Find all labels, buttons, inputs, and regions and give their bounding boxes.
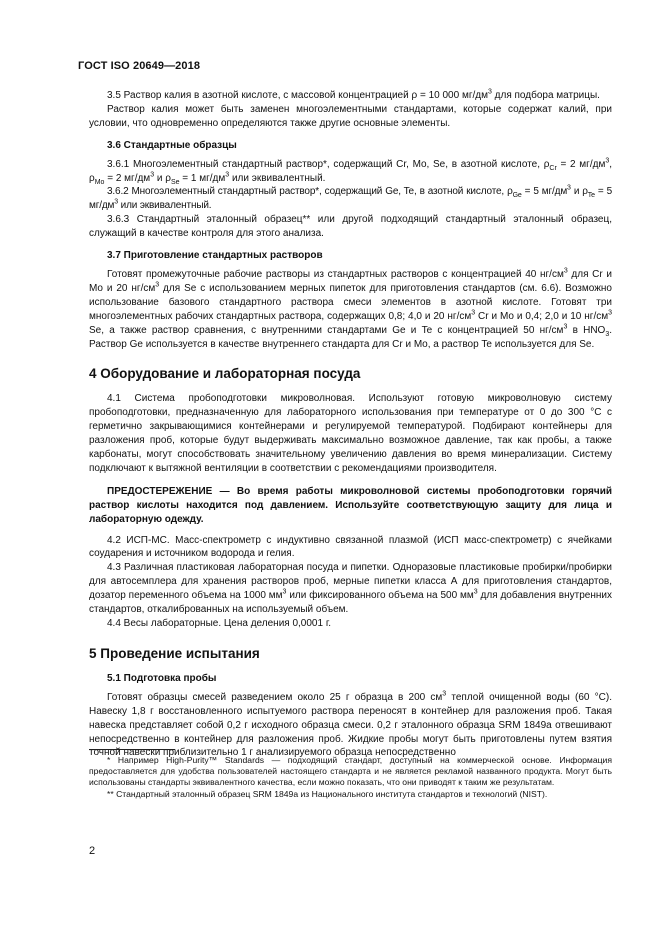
page-number: 2 — [89, 845, 96, 857]
document-body — [89, 89, 612, 760]
paragraph-4-2: 4.2 ИСП-МС. Масс-спектрометр с индуктивно связанной плазмой (ИСП масс-спектрометр) с ячейками соударения и источником водорода и гелия. — [89, 534, 612, 560]
footnote-separator — [89, 749, 175, 750]
paragraph-3-6-1: 3.6.1 Многоэлементный стандартный раствор*, содержащий Cr, Mo, Se, в азотной кислоте, $\rho_{Cr} = 2$ $мг/дм^3$, $\rho_{Mo} = 2$ $мг/дм^3$ и $\rho_{Se} = 1$ $мг/дм^3$ или эквивалентный. — [89, 157, 613, 186]
paragraph-3-5: 3.5 Раствор калия в азотной кислоте, с массовой концентрацией ρ = 10 000 $мг/дм^3$ для подбора матрицы. — [107, 88, 600, 101]
section-heading-5: 5 Проведение испытания — [89, 645, 260, 661]
paragraph-4-4: 4.4 Весы лабораторные. Цена деления 0,0001 г. — [107, 618, 332, 629]
paragraph-5-1: Готовят образцы смесей разведением около 25 г образца в 200 $см^3$ теплой очищенной воды (60 °С). Навеску 1,8 г восстановленного испытуемого раствора переносят в контейнер для разложения проб. Такая навеска представляет собой 0,2 г исходного образца смеси. 0,2 г эталонного образца SRM 1849а отвешивают непосредственно в контейнер для разложения проб. Жидкие пробы могут быть приготовлены путем взятия точной навески приблизительно 1 г анализируемого образца непосредственно — [89, 690, 612, 759]
footnotes — [89, 755, 612, 800]
paragraph-3-5-note: Раствор калия может быть заменен многоэлементными стандартами, которые содержат калий, при условии, что одновременно определяются также другие основные элементы. — [89, 103, 612, 129]
paragraph-3-6-2: 3.6.2 Многоэлементный стандартный раствор*, содержащий Ge, Te, в азотной кислоте, $\rho_{Ge} = 5$ $мг/дм^3$ и $\rho_{Te} = 5$ $мг/дм^3$ или эквивалентный. — [89, 185, 612, 212]
section-heading-4: 4 Оборудование и лабораторная посуда — [89, 366, 361, 382]
section-heading-3-6: 3.6 Стандартные образцы — [107, 139, 237, 151]
section-heading-5-1: 5.1 Подготовка пробы — [107, 672, 217, 684]
paragraph-4-3: 4.3 Различная пластиковая лабораторная посуда и пипетки. Одноразовые пластиковые пробирки/пробирки для автосемплера для хранения растворов проб, мерные пипетки класса А для приготовления стандартов, дозатор переменного объема на 1000 $мм^3$ или фиксированного объема на 500 $мм^3$ для добавления внутренних стандартов, откалиброванных на используемый объем. — [89, 562, 612, 616]
paragraph-3-7: Готовят промежуточные рабочие растворы из стандартных растворов с концентрацией 40 $нг/см^3$ для Cr и Mo и 20 $нг/см^3$ для Se с использованием мерных пипеток для приготовления стандартов (см. 6.6). Возможно использование базового стандартного раствора смеси элементов в азотной кислоте. Готовят три многоэлементных рабочих стандартных раствора, содержащих 0,8; 4,0 и 20 $нг/см^3$ Cr и Mo и 0,4; 2,0 и 10 $нг/см^3$ Se, а также раствор сравнения, с внутренними стандартами Ge и Te с концентрацией 50 $нг/см^3$ в $HNO_3$. Раствор Ge используется в качестве внутреннего стандарта для Cr и Mo, а раствор Te используется для Se. — [89, 267, 613, 350]
section-heading-3-7: 3.7 Приготовление стандартных растворов — [107, 250, 323, 262]
document-header: ГОСТ ISO 20649—2018 — [78, 60, 201, 72]
warning-text: ПРЕДОСТЕРЕЖЕНИЕ — Во время работы микроволновой системы пробоподготовки горячий раствор кислоты находится под давлением. Используйте соответствующую защиту для лица и лабораторную одежду. — [89, 485, 612, 525]
paragraph-4-1: 4.1 Система пробоподготовки микроволновая. Используют готовую микроволновую систему пробоподготовки, предназначенную для лабораторного использования при температуре от 0 до 300 °С с герметично закрывающимися контейнерами и регулируемой температурой. Подбирают контейнеры для разложения проб, которые будут выдерживать максимально возможное давление, так как пробы, а также карбонаты, могут способствовать значительному увеличению давления во время минерализации. Систему подключают к вытяжной вентиляции в соответствии с рекомендациями производителя. — [89, 393, 612, 474]
footnote-1: * Например High-Purity™ Standards — подходящий стандарт, доступный на коммерческой основе. Информация предоставляется для удобства пользователей настоящего стандарта и не является рекламой названного продукта. Могут быть использованы стандарты эквивалентного качества, если можно показать, что они приводят к таким же результатам. — [89, 755, 612, 788]
footnote-2: ** Стандартный эталонный образец SRM 1849а из Национального института стандартов и технологий (NIST). — [107, 788, 548, 799]
paragraph-3-6-3: 3.6.3 Стандартный эталонный образец** или другой подходящий стандартный эталонный образец, служащий в качестве контроля для этого анализа. — [89, 214, 612, 240]
